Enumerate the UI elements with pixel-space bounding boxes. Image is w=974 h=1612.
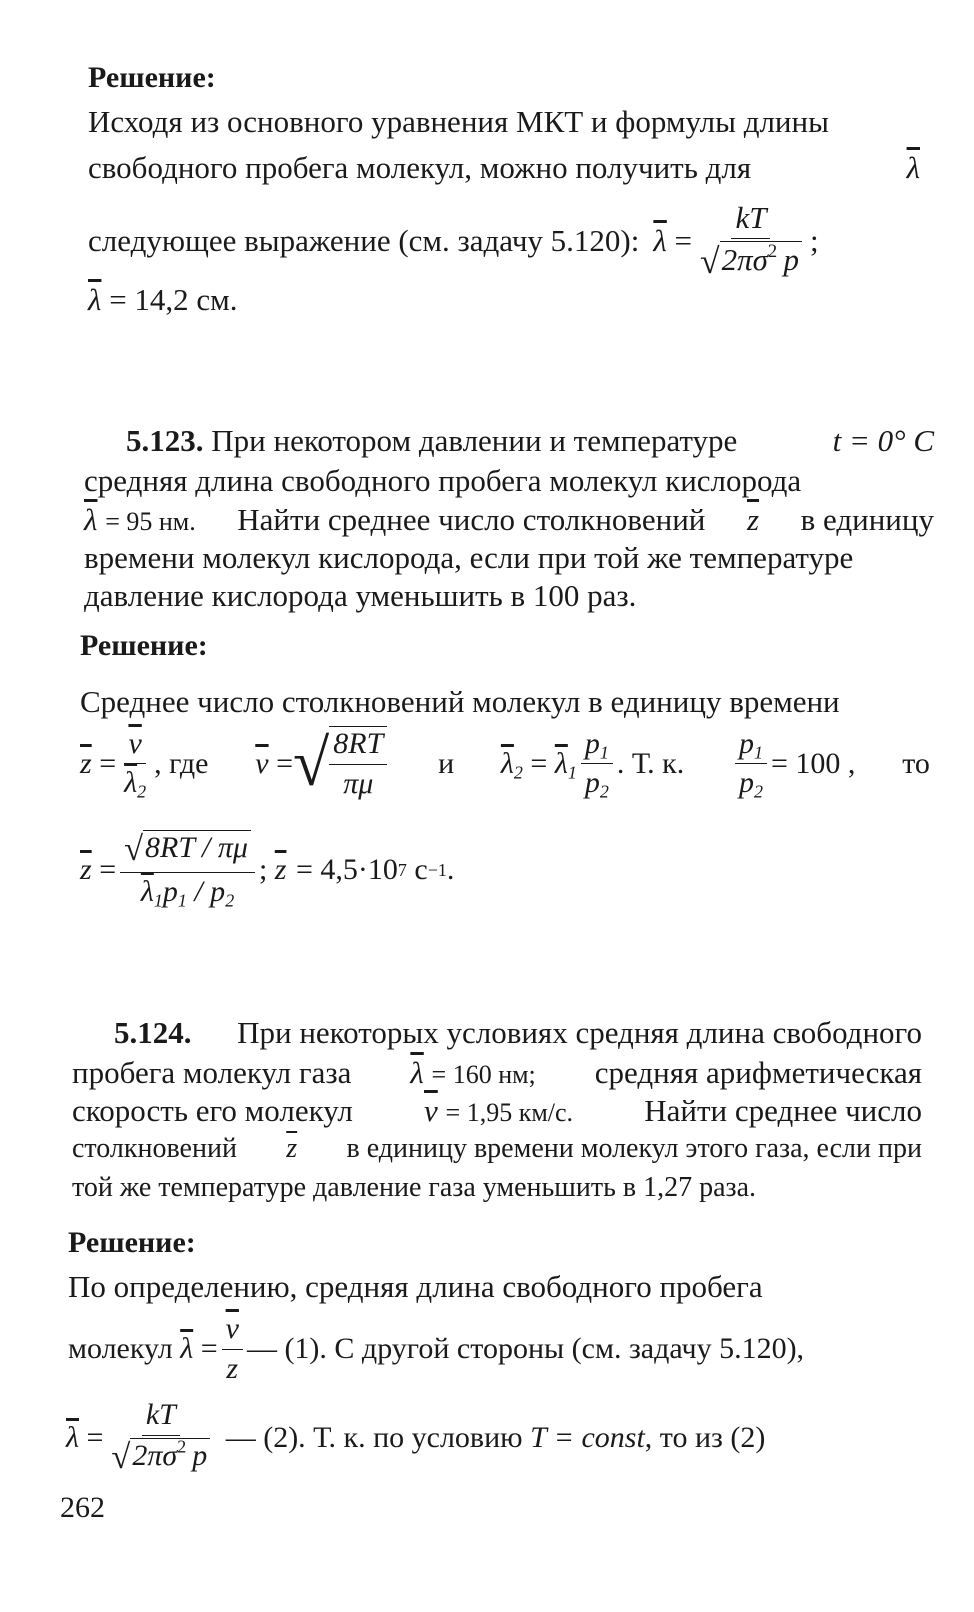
solution-1-result: $\overline{\lambda} = 14,2$ см. bbox=[88, 282, 238, 317]
problem-5-123-line-3: $\overline{\lambda} = 95$ нм. Найти среднее число столкновений $\overline{z}$ в единицу bbox=[84, 502, 934, 537]
solution-5-124-line-1: По определению, средняя длина свободного пробега bbox=[68, 1269, 763, 1304]
solution-5-124-line-3: $\overline{\lambda}$ = $\frac{kT}{√2\pi\sigma^2 p}$ — (2). Т. к. по условию T = const , то из (2) bbox=[66, 1398, 766, 1476]
problem-5-123-line-2: средняя длина свободного пробега молекул кислорода bbox=[84, 463, 802, 498]
solution-5-123-result-line: $\overline{z}$ = $\frac{√8RT / \pi\mu}{\overline{\lambda}_1p_1 / p_2}$ ; $\overline{z}$ = 4,5·10 7 с −1 . bbox=[80, 830, 455, 911]
problem-5-123-line-4: времени молекул кислорода, если при той же температуре bbox=[84, 540, 854, 575]
problem-5-124-line-4: столкновений $\overline{z}$ в единицу времени молекул этого газа, если при bbox=[72, 1133, 922, 1164]
problem-5-124-line-3: скорость его молекул $\overline{v} = 1,95$ км/с. Найти среднее число bbox=[72, 1093, 922, 1128]
solution-heading-3: Решение: bbox=[68, 1226, 196, 1259]
problem-5-124-line-2: пробега молекул газа $\overline{\lambda} = 160$ нм; средняя арифметическая bbox=[72, 1055, 922, 1090]
problem-5-123-line-5: давление кислорода уменьшить в 100 раз. bbox=[84, 578, 637, 613]
solution-5-124-line-2: молекул $\overline{\lambda}$ = $\frac{\overline{v}}{z}$ — (1). С другой стороны (см. задачу 5.120), bbox=[68, 1312, 805, 1385]
solution-5-123-formula-line: $\overline{z}$ = $\frac{\overline{v}}{\overline{\lambda}_2}$ , где $\overline{v}$ = √ $\frac{8RT}{\pi\mu}$ и $\overline{\lambda}_2$ = $\overline{\lambda}_1$ $\frac{p_1}{p_2}$ . Т. к. $\frac{p_1}{p_2}$ = 100 , то bbox=[80, 726, 930, 802]
solution-heading-2: Решение: bbox=[80, 629, 208, 662]
problem-5-124-line-5: той же температуре давление газа уменьшить в 1,27 раза. bbox=[72, 1172, 756, 1203]
mean-free-path-fraction: $\frac{kT}{√2\pi\sigma^2 p}$ bbox=[696, 200, 806, 282]
solution-1-formula-line: следующее выражение (см. задачу 5.120): $\overline{\lambda}$ = $\frac{kT}{√2\pi\sigma^2 p}$ ; bbox=[88, 200, 819, 281]
problem-5-124-line-1: 5.124. При некоторых условиях средняя длина свободного bbox=[114, 1015, 922, 1050]
solution-5-123-line-1: Среднее число столкновений молекул в единицу времени bbox=[80, 684, 840, 719]
solution-1-line-1: Исходя из основного уравнения МКТ и формулы длины bbox=[88, 104, 829, 139]
page-number: 262 bbox=[60, 1491, 105, 1524]
problem-5-123-line-1: 5.123. При некотором давлении и температуре t = 0° C bbox=[126, 423, 934, 458]
solution-1-line-2: свободного пробега молекул, можно получить для $\overline{\lambda}$ bbox=[88, 150, 920, 185]
solution-heading-1: Решение: bbox=[88, 61, 216, 94]
